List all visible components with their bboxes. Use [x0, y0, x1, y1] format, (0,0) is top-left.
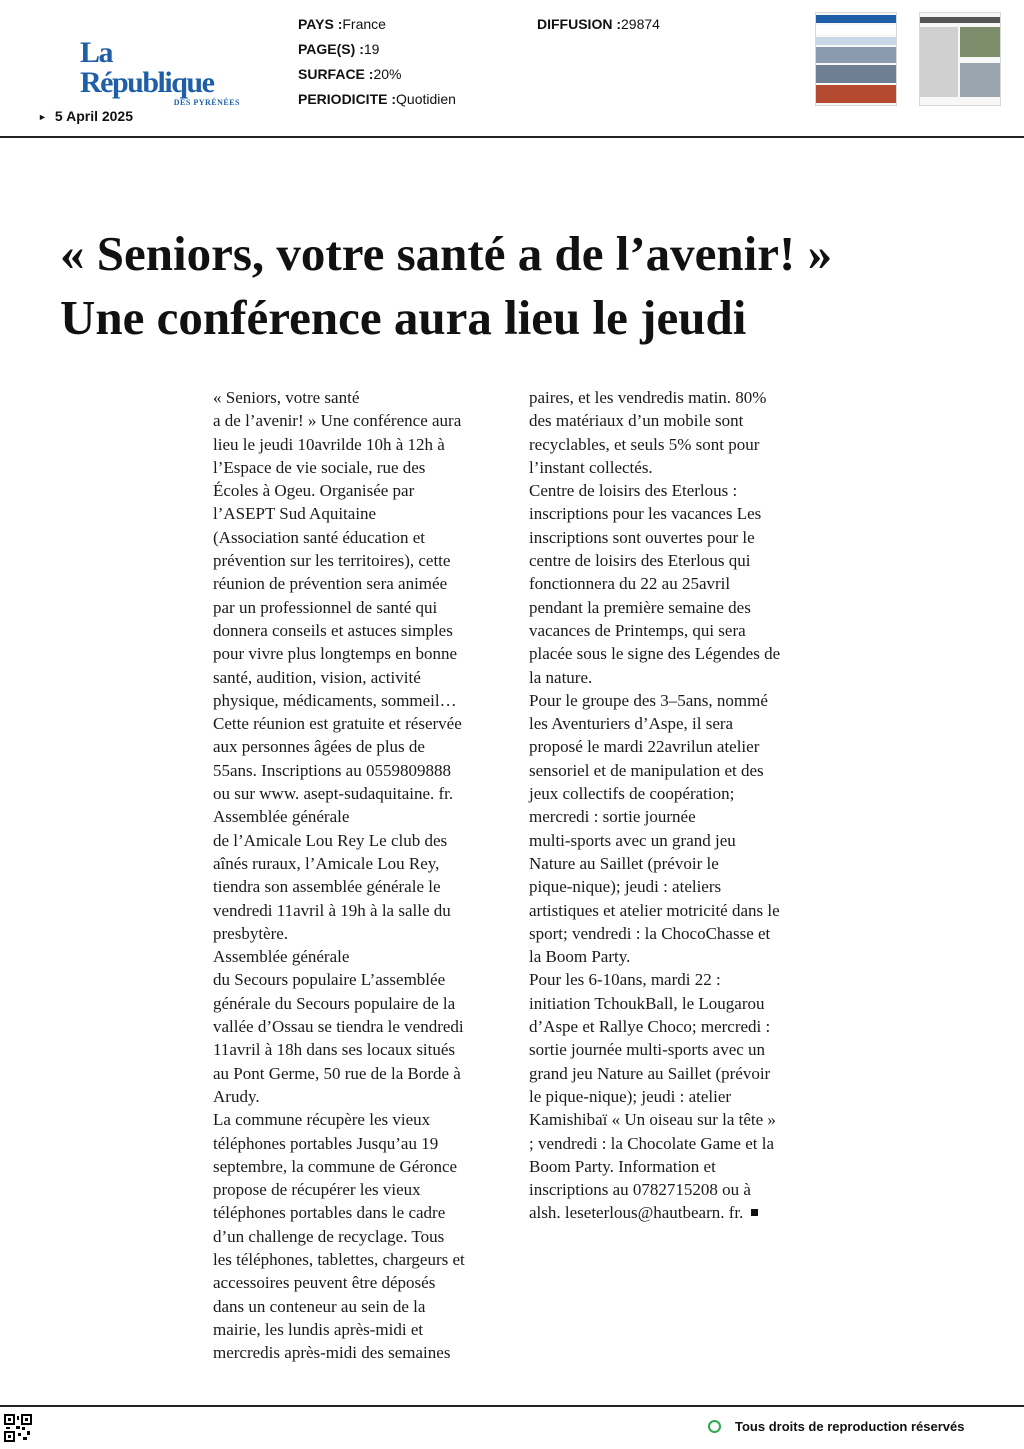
article-line: Écoles à Ogeu. Organisée par [213, 481, 415, 501]
triangle-right-icon: ► [38, 112, 47, 122]
article-column-1 [213, 386, 513, 1364]
end-square-icon [751, 1209, 758, 1216]
article-line: multi-sports avec un grand jeu [529, 830, 736, 850]
article-line: La commune récupère les vieux [213, 1110, 431, 1130]
article-line: prévention sur les territoires), cette [213, 551, 451, 571]
article-line: 11avril à 18h dans ses locaux situés [213, 1040, 456, 1060]
article-line: presbytère. [213, 923, 289, 943]
article-line: Cette réunion est gratuite et réservée [213, 714, 462, 734]
article-line: pendant la première semaine des [529, 597, 751, 617]
article-line: sensoriel et de manipulation et des [529, 760, 764, 780]
copyright-notice: Tous droits de reproduction réservés [708, 1419, 964, 1434]
footer-rule [0, 1405, 1024, 1407]
meta-block-left [298, 12, 456, 112]
article-line: propose de récupérer les vieux [213, 1180, 421, 1200]
article-line: Centre de loisirs des Eterlous : [529, 481, 738, 501]
article-line: placée sous le signe des Légendes de [529, 644, 781, 664]
article-line: alsh. leseterlous@hautbearn. fr. [529, 1201, 824, 1224]
article-line: initiation TchoukBall, le Lougarou [529, 993, 765, 1013]
article-line: Arudy. [213, 1086, 260, 1106]
article-line: au Pont Germe, 50 rue de la Borde à [213, 1063, 461, 1083]
publication-logo-sub: DES PYRÉNÉES [173, 98, 240, 107]
article-line: recyclables, et seuls 5% sont pour [529, 434, 760, 454]
article-line: accessoires peuvent être déposés [213, 1273, 436, 1293]
headline-line-1: « Seniors, votre santé a de l’avenir! » [60, 226, 833, 281]
article-line: le pique-nique); jeudi : atelier [529, 1086, 732, 1106]
article-line: de l’Amicale Lou Rey Le club des [213, 830, 448, 850]
meta-periodicite: PERIODICITE :Quotidien [298, 91, 456, 107]
article-line: physique, médicaments, sommeil… [213, 690, 457, 710]
article-line: septembre, la commune de Géronce [213, 1156, 458, 1176]
article-column-2 [529, 386, 824, 1225]
article-line: dans un conteneur au sein de la [213, 1296, 426, 1316]
page-thumbnail-article [919, 12, 1001, 106]
publication-logo: La République DES PYRÉNÉES [80, 38, 250, 107]
article-line: les Aventuriers d’Aspe, il sera [529, 714, 734, 734]
article-line: mercredi : sortie journée [529, 807, 696, 827]
article-line: jeux collectifs de coopération; [529, 784, 735, 804]
meta-pays: PAYS :France [298, 16, 386, 32]
article-line: « Seniors, votre santé [213, 388, 360, 407]
article-line: aînés ruraux, l’Amicale Lou Rey, [213, 853, 440, 873]
meta-surface: SURFACE :20% [298, 66, 402, 82]
article-line: Pour les 6-10ans, mardi 22 : [529, 970, 721, 990]
article-line: mairie, les lundis après-midi et [213, 1319, 424, 1339]
article-line: d’Aspe et Rallye Choco; mercredi : [529, 1017, 771, 1037]
article-line: ou sur www. asept-sudaquitaine. fr. [213, 784, 454, 804]
article-line: santé, audition, vision, activité [213, 667, 421, 687]
circle-icon [708, 1420, 721, 1433]
article-line: la Boom Party. [529, 947, 631, 967]
article-line: centre de loisirs des Eterlous qui [529, 551, 751, 571]
article-line: vendredi 11avril à 19h à la salle du [213, 900, 451, 920]
article-line: la nature. [529, 667, 593, 687]
article-line: donnera conseils et astuces simples [213, 620, 453, 640]
article-line: inscriptions au 0782715208 ou à [529, 1180, 751, 1200]
article-line: artistiques et atelier motricité dans le [529, 900, 780, 920]
meta-block-right [537, 12, 660, 37]
article-line: pique-nique); jeudi : ateliers [529, 877, 722, 897]
article-line: grand jeu Nature au Saillet (prévoir [529, 1063, 771, 1083]
article-line: (Association santé éducation et [213, 527, 425, 547]
page-thumbnail-front [815, 12, 897, 106]
article-line: d’un challenge de recyclage. Tous [213, 1226, 445, 1246]
article-line: paires, et les vendredis matin. 80% [529, 388, 767, 407]
publication-date: ► 5 April 2025 [38, 108, 134, 124]
article-line: Nature au Saillet (prévoir le [529, 853, 719, 873]
article-line: vallée d’Ossau se tiendra le vendredi [213, 1017, 464, 1037]
article-line: proposé le mardi 22avrilun atelier [529, 737, 760, 757]
article-line: ; vendredi : la Chocolate Game et la [529, 1133, 774, 1153]
article-line: inscriptions sont ouvertes pour le [529, 527, 755, 547]
article-line: sortie journée multi-sports avec un [529, 1040, 766, 1060]
article-line: du Secours populaire L’assemblée [213, 970, 446, 990]
article-line: Boom Party. Information et [529, 1156, 716, 1176]
article-line: réunion de prévention sera animée [213, 574, 448, 594]
article-line: des matériaux d’un mobile sont [529, 411, 744, 431]
article-line: inscriptions pour les vacances Les [529, 504, 762, 524]
article-line: 55ans. Inscriptions au 0559809888 [213, 760, 451, 780]
article-line: sport; vendredi : la ChocoChasse et [529, 923, 771, 943]
article-line: Assemblée générale [213, 947, 350, 967]
article-line: vacances de Printemps, qui sera [529, 620, 746, 640]
article-line: l’Espace de vie sociale, rue des [213, 457, 426, 477]
article-line: générale du Secours populaire de la [213, 993, 456, 1013]
article-line: aux personnes âgées de plus de [213, 737, 425, 757]
article-line: tiendra son assemblée générale le [213, 877, 441, 897]
article-line: lieu le jeudi 10avrilde 10h à 12h à [213, 434, 445, 454]
article-line: téléphones portables Jusqu’au 19 [213, 1133, 439, 1153]
article-line: a de l’avenir! » Une conférence aura [213, 411, 462, 431]
meta-diffusion: DIFFUSION :29874 [537, 16, 660, 32]
article-line: les téléphones, tablettes, chargeurs et [213, 1249, 465, 1269]
article-line: l’instant collectés. [529, 457, 653, 477]
article-line: mercredis après-midi des semaines [213, 1343, 451, 1363]
article-line: Pour le groupe des 3–5ans, nommé [529, 690, 768, 710]
article-line: fonctionnera du 22 au 25avril [529, 574, 731, 594]
article-line: Kamishibaï « Un oiseau sur la tête » [529, 1110, 776, 1130]
article-line: l’ASEPT Sud Aquitaine [213, 504, 377, 524]
header-rule [0, 136, 1024, 138]
article-line: par un professionnel de santé qui [213, 597, 438, 617]
meta-pages: PAGE(S) :19 [298, 41, 380, 57]
qr-code-icon [4, 1414, 32, 1442]
article-line: téléphones portables dans le cadre [213, 1203, 446, 1223]
article-line: pour vivre plus longtemps en bonne [213, 644, 458, 664]
article-line: Assemblée générale [213, 807, 350, 827]
article-headline [60, 222, 990, 350]
headline-line-2: Une conférence aura lieu le jeudi [60, 290, 747, 345]
